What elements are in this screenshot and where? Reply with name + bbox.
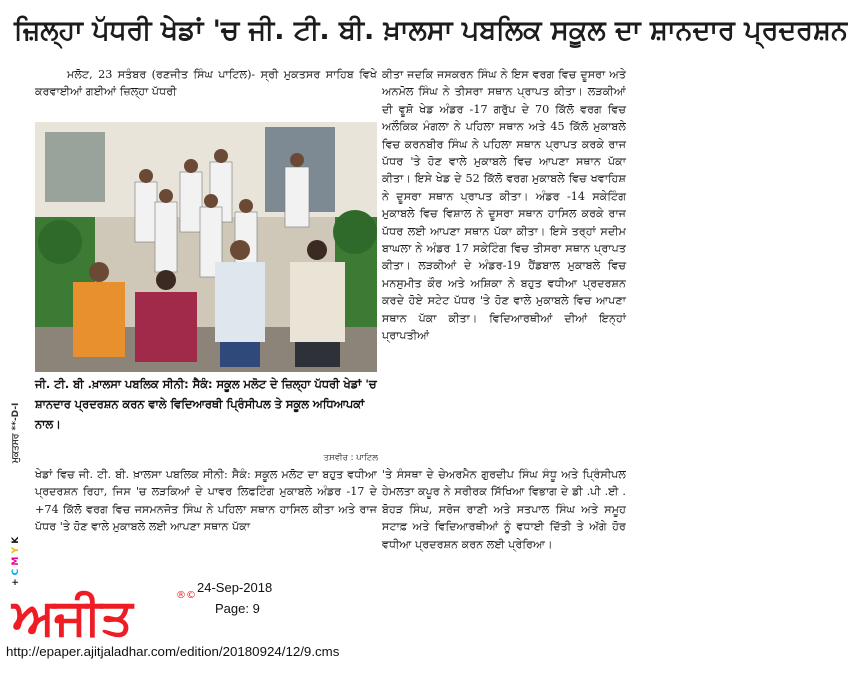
- cmyk-c: C: [11, 568, 21, 575]
- article-column-right: ਕੀਤਾ ਜਦਕਿ ਜਸਕਰਨ ਸਿੰਘ ਨੇ ਇਸ ਵਰਗ ਵਿਚ ਦੂਸਰਾ ਅਤੇ ਅਨਮੋਲ ਸਿੰਘ ਨੇ ਤੀਸਰਾ ਸਥਾਨ ਪ੍ਰਾਪਤ ਕੀਤਾ। ਲੜਕੀਆਂ ਦੀ ਵੂਸ਼ੋ ਖੇਡ ਅੰਡਰ -17 ਗਰੁੱਪ ਦੇ 70 ਕਿੱਲੋ ਵਰਗ ਵਿਚ ਅਲੌਕਿਕ ਮੰਗਲਾ ਨੇ ਪਹਿਲਾ ਸਥਾਨ ਅਤੇ 45 ਕਿੱਲੋ ਮੁਕਾਬਲੇ ਵਿਚ ਕਰਨਬੀਰ ਸਿੰਘ ਨੇ ਪਹਿਲਾ ਸਥਾਨ ਪ੍ਰਾਪਤ ਕਰਕੇ ਰਾਜ ਪੱਧਰ 'ਤੇ ਹੋਣ ਵਾਲੇ ਮੁਕਾਬਲੇ ਵਿਚ ਆਪਣਾ ਸਥਾਨ ਪੱਕਾ ਕੀਤਾ। ਇਸੇ ਖੇਡ ਦੇ 52 ਕਿੱਲੋ ਵਰਗ ਮੁਕਾਬਲੇ ਵਿਚ ਖਵਾਹਿਸ਼ ਨੇ ਦੂਸਰਾ ਸਥਾਨ ਪ੍ਰਾਪਤ ਕੀਤਾ। ਅੰਡਰ -14 ਸਕੇਟਿੰਗ ਮੁਕਾਬਲੇ ਵਿਚ ਵਿਸ਼ਾਲ ਨੇ ਦੂਸਰਾ ਸਥਾਨ ਹਾਸਿਲ ਕਰਕੇ ਰਾਜ ਪੱਧਰ ਲਈ ਆਪਣਾ ਸਥਾਨ ਪੱਕਾ ਕੀਤਾ। ਇਸੇ ਤਰ੍ਹਾਂ ਸਦੀਮ ਬਾਘਲਾ ਨੇ ਅੰਡਰ 17 ਸਕੇਟਿੰਗ ਵਿਚ ਤੀਸਰਾ ਸਥਾਨ ਪ੍ਰਾਪਤ ਕੀਤਾ। ਲੜਕੀਆਂ ਦੇ ਅੰਡਰ-19 ਹੈਂਡਬਾਲ ਮੁਕਾਬਲੇ ਵਿਚ ਮਨਸੁਮੀਤ ਕੌਰ ਅਤੇ ਅਸ਼ਿਕਾ ਨੇ ਬਹੁਤ ਵਧੀਆ ਪ੍ਰਦਰਸ਼ਨ ਕਰਦੇ ਹੋਏ ਸਟੇਟ ਪੱਧਰ 'ਤੇ ਹੋਣ ਵਾਲੇ ਮੁਕਾਬਲੇ ਵਿਚ ਆਪਣਾ ਸਥਾਨ ਪੱਕਾ ਕੀਤਾ। ਵਿਦਿਆਰਥੀਆਂ ਦੀਆਂ ਇਨ੍ਹਾਂ ਪ੍ਰਾਪਤੀਆਂ: [382, 68, 626, 343]
- margin-code: ਮੁਕਤਸਰ **-D-I: [11, 402, 21, 464]
- cmyk-plus: +: [11, 578, 21, 586]
- page-number: Page: 9: [215, 601, 260, 616]
- article-bottom-right: 'ਤੇ ਸੰਸਥਾ ਦੇ ਚੇਅਰਮੈਨ ਗੁਰਦੀਪ ਸਿੰਘ ਸੰਧੂ ਅਤੇ ਪ੍ਰਿੰਸੀਪਲ ਹੇਮਲਤਾ ਕਪੂਰ ਨੇ ਸਰੀਰਕ ਸਿੱਖਿਆ ਵਿਭਾਗ ਦੇ ਡੀ .ਪੀ .ਈ . ਬੋਹੜ ਸਿੰਘ, ਸਰੋਜ ਰਾਣੀ ਅਤੇ ਸਤਪਾਲ ਸਿੰਘ ਅਤੇ ਸਮੂਹ ਸਟਾਫ਼ ਅਤੇ ਵਿਦਿਆਰਥੀਆਂ ਨੂੰ ਵਧਾਈ ਦਿੱਤੀ ਤੇ ਅੱਗੇ ਹੋਰ ਵਧੀਆ ਪ੍ਰਦਰਸ਼ਨ ਕਰਨ ਲਈ ਪ੍ਰੇਰਿਆ।: [382, 468, 626, 551]
- headline: ਜ਼ਿਲ੍ਹਾ ਪੱਧਰੀ ਖੇਡਾਂ 'ਚ ਜੀ. ਟੀ. ਬੀ. ਖ਼ਾਲਸਾ ਪਬਲਿਕ ਸਕੂਲ ਦਾ ਸ਼ਾਨਦਾਰ ਪ੍ਰਦਰਸ਼ਨ: [14, 15, 848, 46]
- article-bottom-left: ਖੇਡਾਂ ਵਿਚ ਜੀ. ਟੀ. ਬੀ. ਖ਼ਾਲਸਾ ਪਬਲਿਕ ਸੀਨੀ: ਸੈਕੰ: ਸਕੂਲ ਮਲੋਟ ਦਾ ਬਹੁਤ ਵਧੀਆ ਪ੍ਰਦਰਸ਼ਨ ਰਿਹਾ, ਜਿਸ 'ਚ ਲੜਕਿਆਂ ਦੇ ਪਾਵਰ ਲਿਫਟਿੰਗ ਮੁਕਾਬਲੇ ਅੰਡਰ -17 ਦੇ +74 ਕਿੱਲੋ ਵਰਗ ਵਿਚ ਜਸਮਨਜੋਤ ਸਿੰਘ ਨੇ ਪਹਿਲਾ ਸਥਾਨ ਹਾਸਿਲ ਕੀਤਾ ਅਤੇ ਰਾਜ ਪੱਧਰ 'ਤੇ ਹੋਣ ਵਾਲੇ ਮੁਕਾਬਲੇ ਲਈ ਆਪਣਾ ਸਥਾਨ ਪੱਕਾ: [35, 468, 377, 534]
- group-photo: [35, 122, 377, 372]
- cmyk-m: M: [11, 556, 21, 566]
- cmyk-y: Y: [11, 546, 21, 554]
- logo-registered-mark: ®©: [176, 590, 196, 601]
- ajit-logo: ਅਜੀਤ: [12, 588, 132, 646]
- group-photo-illustration: [35, 122, 377, 372]
- article-intro: ਮਲੋਟ, 23 ਸਤੰਬਰ (ਰਣਜੀਤ ਸਿੰਘ ਪਾਟਿਲ)- ਸ੍ਰੀ ਮੁਕਤਸਰ ਸਾਹਿਬ ਵਿਖੇ ਕਰਵਾਈਆਂ ਗਈਆਂ ਜ਼ਿਲ੍ਹਾ ਪੱਧਰੀ: [35, 68, 377, 99]
- edition-date: 24-Sep-2018: [197, 580, 273, 595]
- cmyk-k: K: [11, 536, 21, 544]
- edition-url[interactable]: http://epaper.ajitjaladhar.com/edition/20180924/12/9.cms: [6, 644, 340, 659]
- photo-caption: ਜੀ. ਟੀ. ਬੀ .ਖ਼ਾਲਸਾ ਪਬਲਿਕ ਸੀਨੀ: ਸੈਕੰ: ਸਕੂਲ ਮਲੋਟ ਦੇ ਜ਼ਿਲ੍ਹਾ ਪੱਧਰੀ ਖੇਡਾਂ 'ਚ ਸ਼ਾਨਦਾਰ ਪ੍ਰਦਰਸ਼ਨ ਕਰਨ ਵਾਲੇ ਵਿਦਿਆਰਥੀ ਪ੍ਰਿੰਸੀਪਲ ਤੇ ਸਕੂਲ ਅਧਿਆਪਕਾਂ ਨਾਲ।: [35, 377, 377, 431]
- photo-credit: ਤਸਵੀਰ : ਪਾਟਿਲ: [323, 453, 378, 463]
